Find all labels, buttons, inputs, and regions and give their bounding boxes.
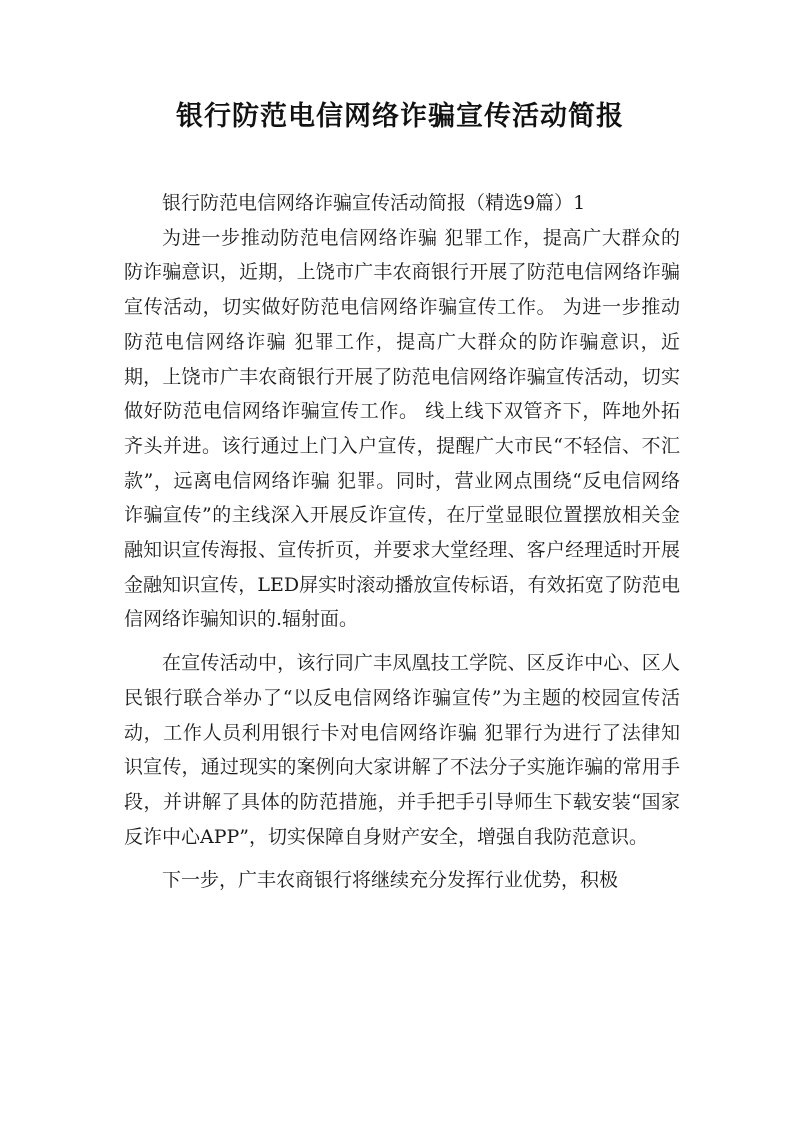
document-body: [124, 186, 680, 907]
body-paragraph-2: 在宣传活动中，该行同广丰凤凰技工学院、区反诈中心、区人民银行联合举办了“以反电信网络诈骗宣传”为主题的校园宣传活动，工作人员利用银行卡对电信网络诈骗 犯罪行为进行了法律知识宣传，通过现实的案例向大家讲解了不法分子实施诈骗的常用手段，并讲解了具体的防范措施，并手把手引导师生下载安装“国家反诈中心APP”，切实保障自身财产安全，增强自我防范意识。: [124, 652, 680, 848]
body-paragraph-3: 下一步，广丰农商银行将继续充分发挥行业优势，积极: [162, 869, 619, 892]
body-paragraph-1: 为进一步推动防范电信网络诈骗 犯罪工作，提高广大群众的防诈骗意识，近期，上饶市广丰农商银行开展了防范电信网络诈骗宣传活动，切实做好防范电信网络诈骗宣传工作。 为进一步推动防范电信网络诈骗 犯罪工作，提高广大群众的防诈骗意识，近期，上饶市广丰农商银行开展了防范电信网络诈骗宣传活动，切实做好防范电信网络诈骗宣传工作。 线上线下双管齐下，阵地外拓齐头并进。该行通过上门入户宣传，提醒广大市民“不轻信、不汇款”，远离电信网络诈骗 犯罪。同时，营业网点围绕“反电信网络诈骗宣传”的主线深入开展反诈宣传，在厅堂显眼位置摆放相关金融知识宣传海报、宣传折页，并要求大堂经理、客户经理适时开展金融知识宣传，LED屏实时滚动播放宣传标语，有效拓宽了防范电信网络诈骗知识的.辐射面。: [124, 226, 680, 631]
document-title: 银行防范电信网络诈骗宣传活动简报: [176, 101, 624, 132]
document-subtitle: 银行防范电信网络诈骗宣传活动简报（精选9篇）1: [162, 192, 586, 214]
